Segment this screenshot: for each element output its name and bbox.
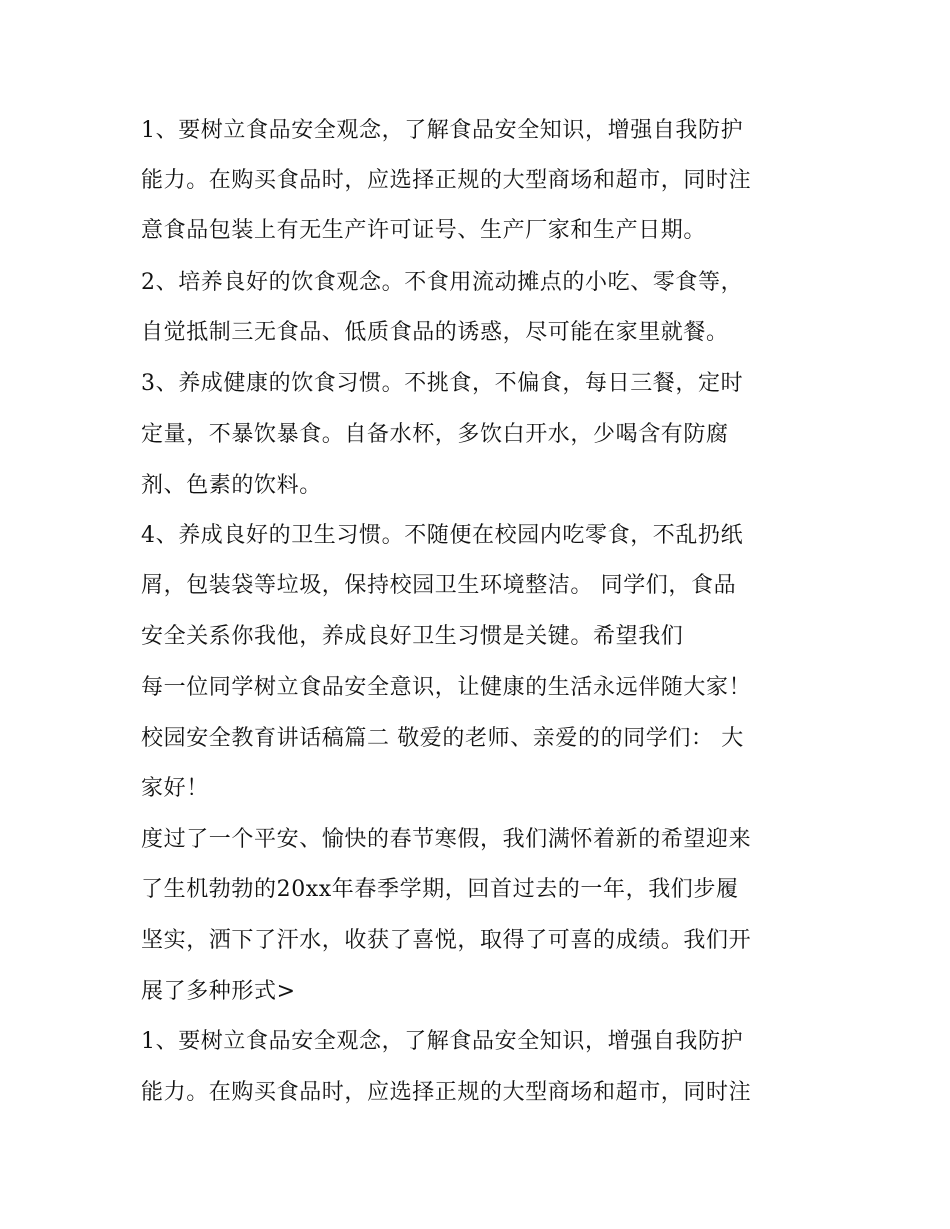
text-line: 能力。在购买食品时，应选择正规的大型商场和超市，同时注 xyxy=(141,168,752,193)
text-line: 了生机勃勃的20xx年春季学期，回首过去的一年，我们步履 xyxy=(141,877,739,902)
text-line: 1、要树立食品安全观念，了解食品安全知识，增强自我防护 xyxy=(141,1029,744,1054)
text-line: 1、要树立食品安全观念，了解食品安全知识，增强自我防护 xyxy=(141,118,744,143)
text-line: 剂、色素的饮料。 xyxy=(141,473,322,498)
text-line: 定量，不暴饮暴食。自备水杯，多饮白开水，少喝含有防腐 xyxy=(141,422,729,447)
text-line: 家好！ xyxy=(141,776,209,801)
text-line: 2、培养良好的饮食观念。不食用流动摊点的小吃、零食等， xyxy=(141,270,744,295)
text-line: 每一位同学树立食品安全意识，让健康的生活永远伴随大家！ xyxy=(141,675,752,700)
text-line: 安全关系你我他，养成良好卫生习惯是关键。希望我们 xyxy=(141,624,684,649)
text-line: 能力。在购买食品时，应选择正规的大型商场和超市，同时注 xyxy=(141,1080,752,1105)
text-line: 3、养成健康的饮食习惯。不挑食，不偏食，每日三餐，定时 xyxy=(141,371,744,396)
text-line: 坚实，洒下了汗水，收获了喜悦，取得了可喜的成绩。我们开 xyxy=(141,928,752,953)
text-line: 意食品包装上有无生产许可证号、生产厂家和生产日期。 xyxy=(141,218,707,243)
text-line: 度过了一个平安、愉快的春节寒假，我们满怀着新的希望迎来 xyxy=(141,827,752,852)
text-line: 校园安全教育讲话稿篇二 敬爱的老师、亲爱的的同学们： 大 xyxy=(141,726,744,751)
text-line: 屑，包装袋等垃圾，保持校园卫生环境整洁。 同学们，食品 xyxy=(141,573,737,598)
text-line: 4、养成良好的卫生习惯。不随便在校园内吃零食，不乱扔纸 xyxy=(141,523,744,548)
text-line: 自觉抵制三无食品、低质食品的诱惑，尽可能在家里就餐。 xyxy=(141,320,729,345)
text-line: 展了多种形式> xyxy=(141,979,296,1004)
